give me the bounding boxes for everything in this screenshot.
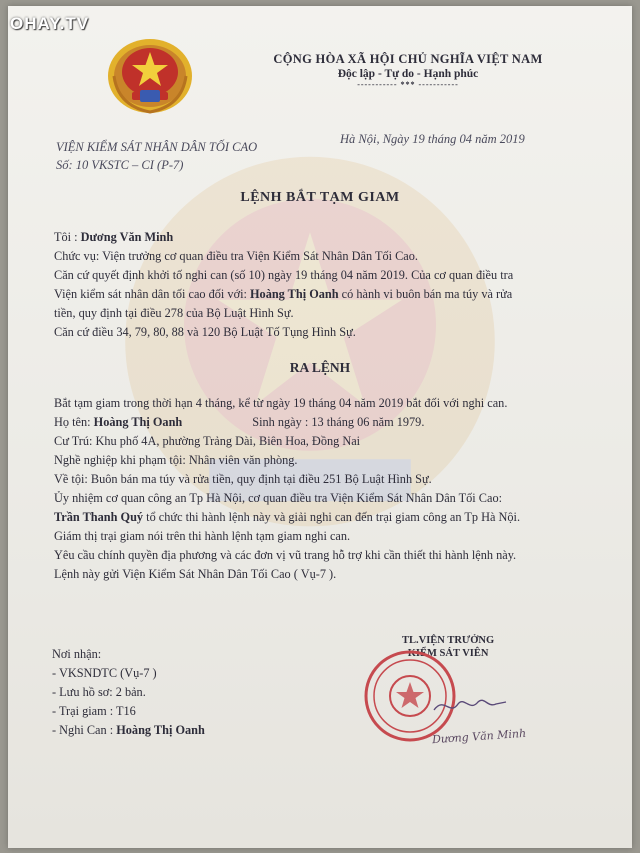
recipient-item: - VKSNDTC (Vụ-7 ) [52,666,157,680]
motto-rule: ----------- *** ----------- [357,80,459,89]
detention-term: Bắt tạm giam trong thời hạn 4 tháng, kể từ ngày 19 tháng 04 năm 2019 bắt đối với nghi can. [54,396,508,410]
residence-line: Cư Trú: Khu phố 4A, phường Trảng Dài, Biên Hoa, Đồng Nai [54,434,361,448]
signer-name: Dương Văn Minh [431,726,527,747]
request-line: Yêu cầu chính quyền địa phương và các đơn vị vũ trang hỗ trợ khi cần thiết thi hành lệnh này. [54,548,517,562]
document-number: Số: 10 VKSTC – CI (P-7) [56,158,184,172]
delegation-line: Ủy nhiệm cơ quan công an Tp Hà Nội, cơ quan điều tra Viện Kiểm Sát Nhân Dân Tối Cao: [54,491,503,505]
recipient-item: - Nghi Can : Hoàng Thị Oanh [52,723,205,737]
officer-line: Trần Thanh Quý tổ chức thi hành lệnh này và giải nghi can đến trại giam công an Tp Hà Nội. [54,510,521,524]
suspect-name-ref: Hoàng Thị Oanh [249,287,339,301]
national-header [268,52,548,89]
recipients-heading: Nơi nhận: [52,647,102,661]
site-watermark: OHAY.TV [10,14,90,33]
recipient-item: - Trại giam : T16 [52,704,136,718]
suspect-line: Họ tên: Hoàng Thị Oanh Sinh ngày : 13 tháng 06 năm 1979. [54,413,520,432]
national-motto: Độc lập - Tự do - Hạnh phúc [337,68,479,80]
position-line: Chức vụ: Viện trưởng cơ quan điều tra Viện Kiểm Sát Nhân Dân Tối Cao. [54,249,418,263]
nation-name: CỘNG HÒA XÃ HỘI CHỦ NGHĨA VIỆT NAM [273,52,543,66]
intro-section [54,228,513,342]
recipients-list [52,645,205,740]
suspect-name: Hoàng Thị Oanh [93,415,183,429]
issuing-agency [56,138,257,174]
issuer-line: Tôi : Dương Văn Minh [54,230,174,244]
order-section [54,394,520,584]
document-title: LỆNH BẮT TẠM GIAM [240,190,400,205]
legal-basis-line: Căn cứ điều 34, 79, 80, 88 và 120 Bộ Luật Tố Tụng Hình Sự. [54,325,356,339]
signer-position: KIỂM SÁT VIÊN [407,648,489,659]
recipient-item: - Lưu hồ sơ: 2 bản. [52,685,146,699]
order-heading: RA LỆNH [289,360,351,375]
signer-title: TL.VIỆN TRƯỞNG [402,635,495,646]
issuer-name: Dương Văn Minh [80,230,174,244]
suspect-dob: Sinh ngày : 13 tháng 06 năm 1979. [252,415,425,429]
basis-line-2: Viện kiểm sát nhân dân tối cao đối với: Hoàng Thị Oanh có hành vi buôn bán ma túy và rửa [54,287,513,301]
occupation-line: Nghề nghiệp khi phạm tội: Nhân viên văn phòng. [54,453,298,467]
recipient-suspect-name: Hoàng Thị Oanh [116,723,205,737]
officer-name: Trần Thanh Quý [54,510,144,524]
state-emblem-icon [104,36,196,116]
handwritten-signature-icon [430,690,510,720]
basis-line-3: tiền, quy định tại điều 278 của Bộ Luật Hình Sự. [54,306,294,320]
agency-name: VIỆN KIỂM SÁT NHÂN DÂN TỐI CAO [56,140,258,154]
sent-line: Lệnh này gửi Viện Kiểm Sát Nhân Dân Tối Cao ( Vụ-7 ). [54,567,337,581]
warden-line: Giám thị trại giam nói trên thi hành lệnh tạm giam nghi can. [54,529,351,543]
place-date: Hà Nội, Ngày 19 tháng 04 năm 2019 [340,132,525,146]
crime-line: Về tội: Buôn bán ma túy và rửa tiền, quy định tại điều 251 Bộ Luật Hình Sự. [54,472,432,486]
basis-line-1: Căn cứ quyết định khởi tố nghi can (số 10) ngày 19 tháng 04 năm 2019. Của cơ quan điều tra [54,268,514,282]
